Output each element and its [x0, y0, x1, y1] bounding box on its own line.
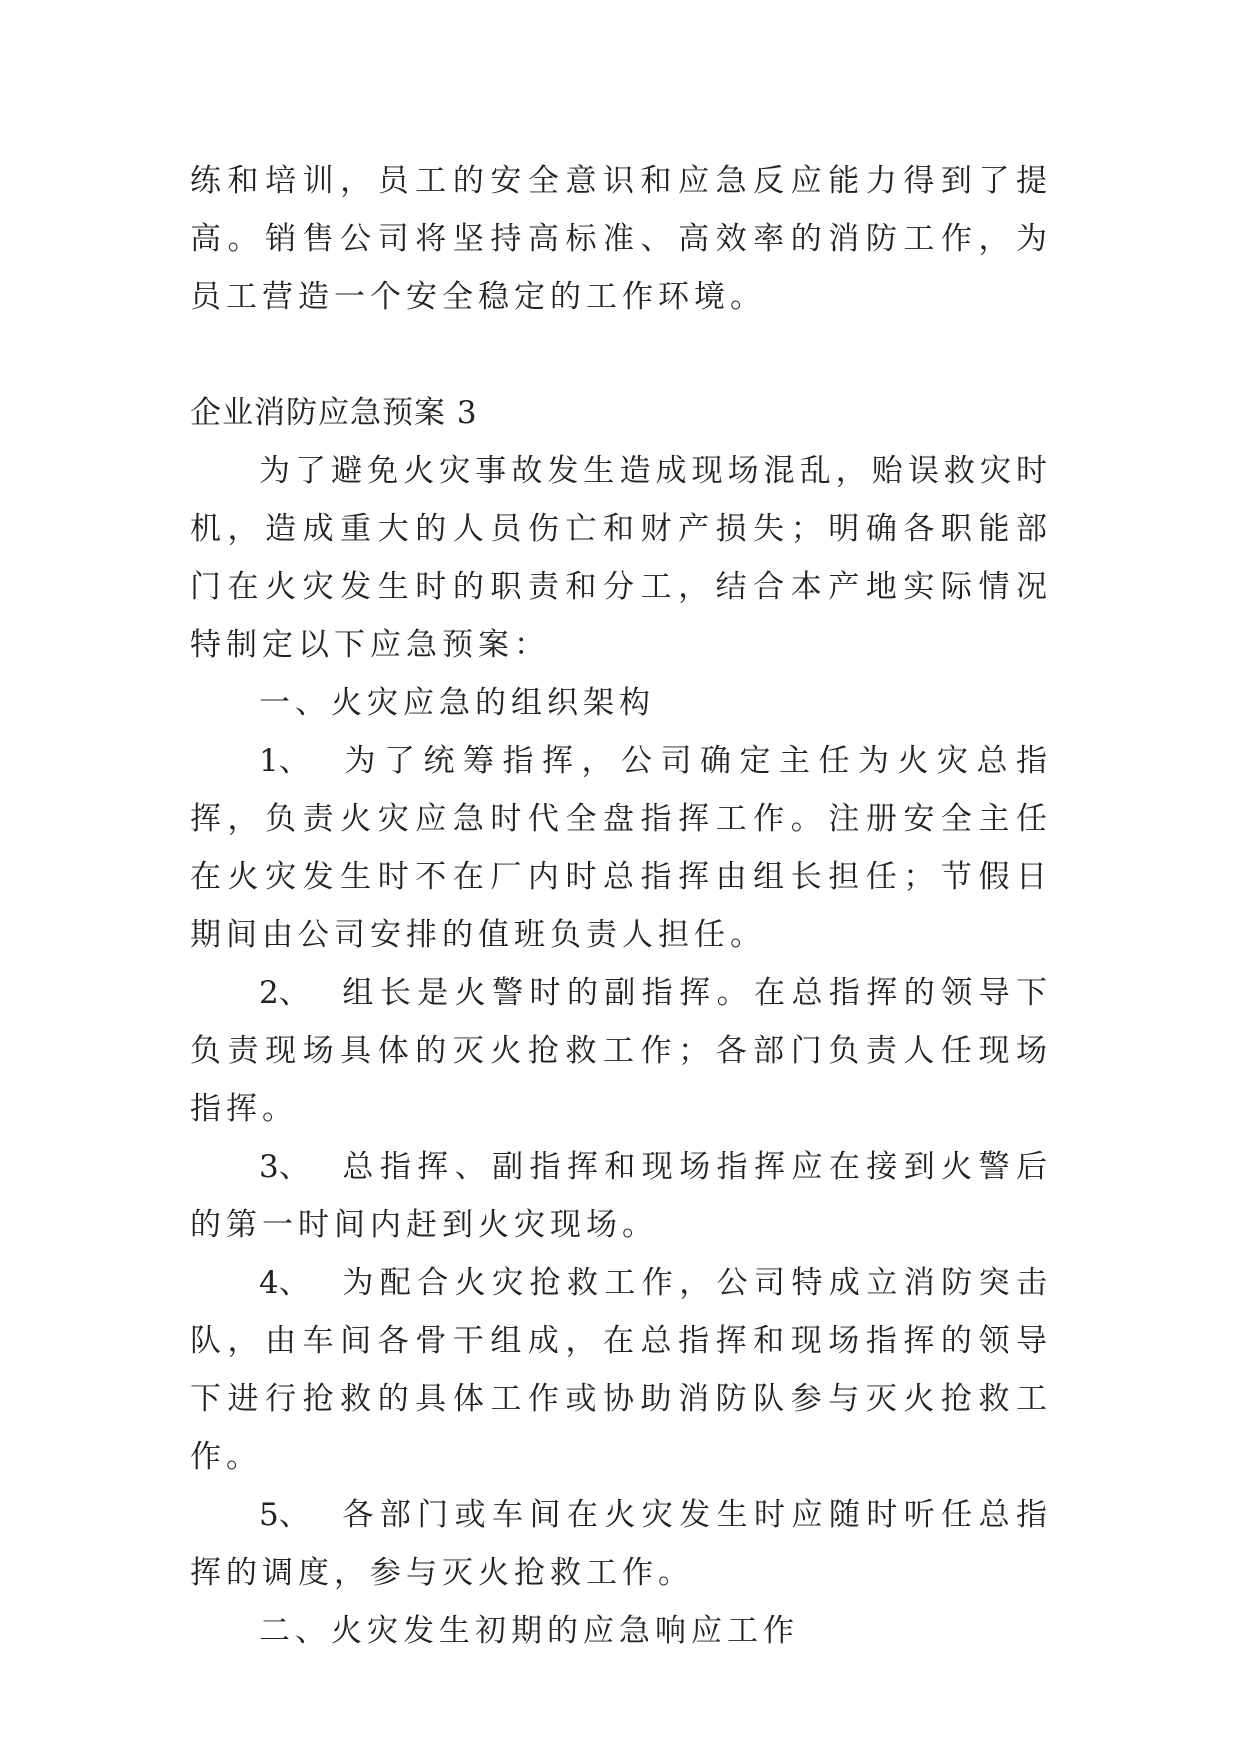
- list-item: [190, 964, 1052, 1138]
- item-number: 3、: [259, 1149, 310, 1185]
- item-number: 1、: [259, 743, 310, 779]
- item-text: 为配合火灾抢救工作，公司特成立消防突击队，由车间各骨干组成，在总指挥和现场指挥的领导下进行抢救的具体工作或协助消防队参与灭火抢救工作。: [190, 1265, 1052, 1475]
- item-number: 5、: [259, 1497, 310, 1533]
- purpose-paragraph: 为了避免火灾事故发生造成现场混乱，贻误救灾时机，造成重大的人员伤亡和财产损失；明确各职能部门在火灾发生时的职责和分工，结合本产地实际情况特制定以下应急预案：: [190, 453, 1052, 663]
- part-one-heading: 一、火灾应急的组织架构: [259, 685, 655, 721]
- list-item: [190, 1254, 1052, 1486]
- part-two-heading: 二、火灾发生初期的应急响应工作: [259, 1613, 799, 1649]
- document-body: [190, 152, 1052, 1660]
- item-number: 2、: [259, 975, 310, 1011]
- list-item: [190, 1138, 1052, 1254]
- list-item: [190, 732, 1052, 964]
- item-text: 总指挥、副指挥和现场指挥应在接到火警后的第一时间内赶到火灾现场。: [190, 1149, 1052, 1243]
- section-title: 企业消防应急预案 3: [190, 395, 478, 431]
- item-text: 组长是火警时的副指挥。在总指挥的领导下负责现场具体的灭火抢救工作；各部门负责人任现场指挥。: [190, 975, 1052, 1127]
- item-number: 4、: [259, 1265, 310, 1301]
- intro-paragraph: 练和培训，员工的安全意识和应急反应能力得到了提高。销售公司将坚持高标准、高效率的消防工作，为员工营造一个安全稳定的工作环境。: [190, 163, 1052, 315]
- item-text: 各部门或车间在火灾发生时应随时听任总指挥的调度，参与灭火抢救工作。: [190, 1497, 1052, 1591]
- list-item: [190, 1486, 1052, 1602]
- item-text: 为了统筹指挥，公司确定主任为火灾总指挥，负责火灾应急时代全盘指挥工作。注册安全主任在火灾发生时不在厂内时总指挥由组长担任；节假日期间由公司安排的值班负责人担任。: [190, 743, 1052, 953]
